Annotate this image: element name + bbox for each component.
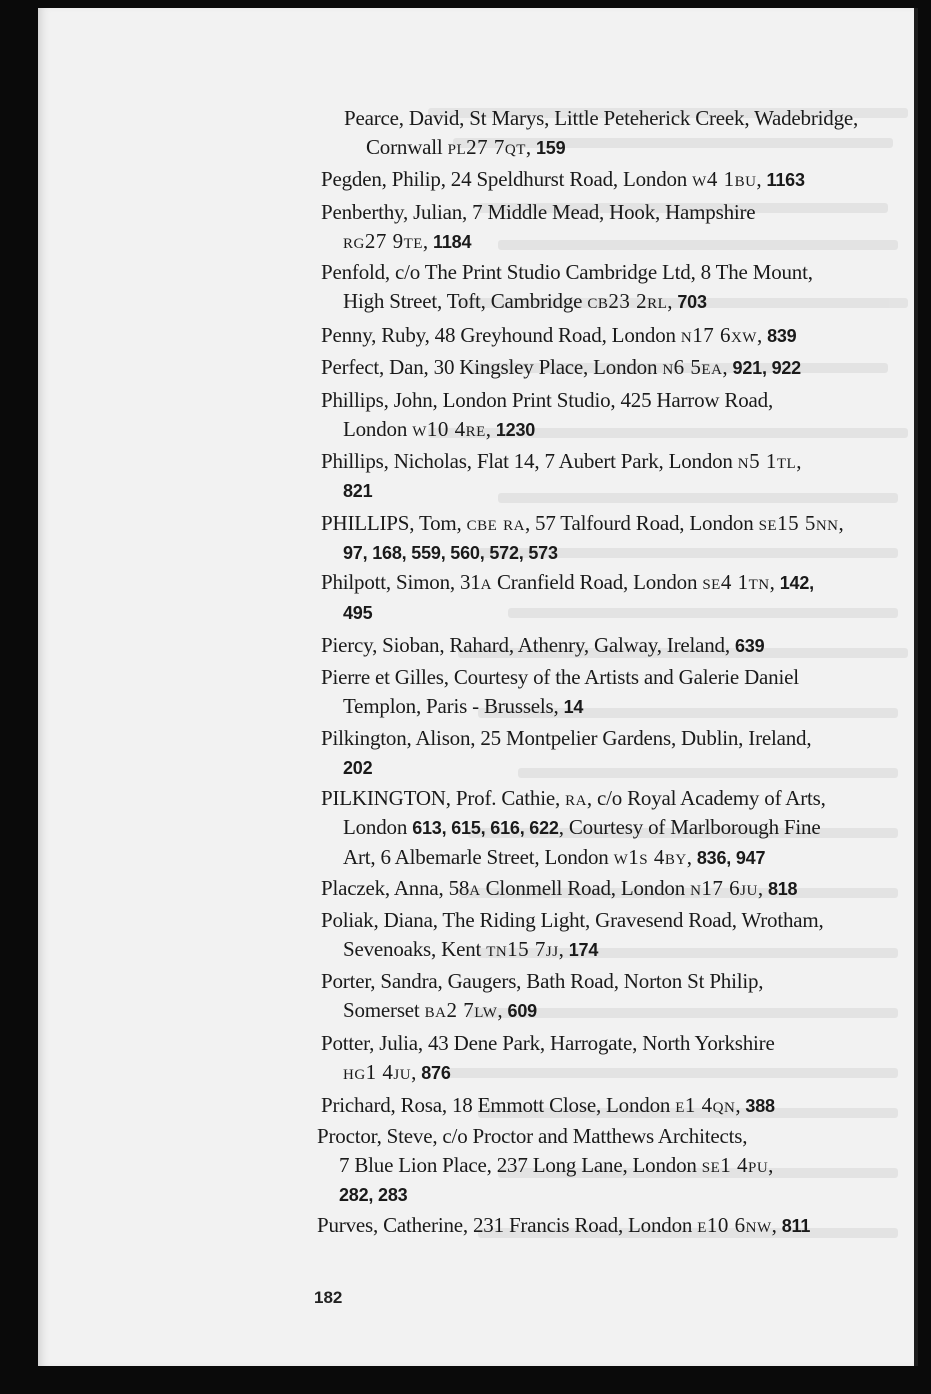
book-spine (914, 8, 918, 1366)
entry-line (321, 631, 917, 661)
entry-text: , (686, 845, 697, 869)
entry-line (321, 509, 917, 538)
page-reference: 1230 (495, 420, 536, 440)
address-suffix: a (469, 876, 481, 900)
index-entry (321, 1091, 917, 1121)
postcode: n5 1tl (737, 449, 797, 473)
postcode: tn15 7jj (486, 937, 559, 961)
entry-line (321, 165, 917, 195)
entry-text: Pegden, Philip, 24 Speldhurst Road, London (321, 167, 693, 191)
entry-line (321, 1091, 917, 1121)
entry-text: 7 Blue Lion Place, 237 Long Lane, London (339, 1153, 702, 1177)
page-reference: 388 (745, 1096, 775, 1116)
index-entry (321, 447, 917, 506)
entry-line: Phillips, John, London Print Studio, 425 Harrow Road, (321, 388, 773, 412)
entry-text: Cranfield Road, London (491, 570, 703, 594)
index-entry (317, 1122, 913, 1210)
index-entry (321, 631, 917, 661)
postcode: cb23 2rl (587, 289, 668, 313)
entry-text: , (757, 876, 768, 900)
honours: ra (565, 786, 587, 810)
postcode: e10 6nw (697, 1213, 772, 1237)
postcode: w10 4re (412, 417, 486, 441)
entry-line (321, 843, 917, 873)
postcode: w1s 4by (613, 845, 687, 869)
entry-text: Placzek, Anna, 58 (321, 876, 470, 900)
page-reference: 876 (421, 1063, 451, 1083)
entry-text: , (756, 167, 767, 191)
postcode: n17 6xw (680, 323, 757, 347)
entry-line: Penberthy, Julian, 7 Middle Mead, Hook, Hampshire (321, 200, 756, 224)
page-reference: 639 (734, 636, 765, 656)
entry-text: , (756, 323, 768, 347)
index-entry (321, 724, 917, 783)
index-entry (321, 353, 917, 383)
page-reference: 174 (568, 940, 599, 960)
entry-text: , (667, 289, 678, 313)
index-entry (321, 258, 917, 317)
entry-text: , (497, 998, 508, 1022)
page-number: 182 (314, 1288, 343, 1307)
entry-line: Pearce, David, St Marys, Little Peteherick Creek, Wadebridge, (344, 106, 859, 130)
entry-text: Clonmell Road, London (480, 876, 691, 900)
address-suffix: a (480, 570, 492, 594)
index-entry (321, 568, 917, 628)
entry-line (344, 133, 918, 163)
entry-text: Templon, Paris - Brussels, (343, 694, 564, 718)
entry-text: , (485, 417, 496, 441)
entry-line (321, 784, 917, 813)
postcode: n17 6ju (690, 876, 758, 900)
page-reference: 495 (343, 603, 373, 623)
index-entry (321, 509, 917, 568)
entry-text: , Courtesy of Marlborough Fine (558, 815, 821, 839)
page-reference: 159 (535, 138, 566, 158)
entry-line (321, 692, 917, 722)
entry-text: , (735, 1093, 746, 1117)
page-reference: 97, 168, 559, 560, 572, 573 (343, 543, 558, 563)
page-reference: 1184 (433, 232, 472, 252)
entry-text: , 57 Talfourd Road, London (524, 511, 759, 535)
entry-text: Somerset (343, 998, 425, 1022)
entry-line (321, 813, 917, 843)
entry-text: , (411, 1060, 422, 1084)
postcode: se15 5nn (758, 511, 839, 535)
page-reference: 921, 922 (732, 358, 801, 378)
entry-text: Philpott, Simon, 31 (321, 570, 481, 594)
index-entry (317, 1211, 913, 1241)
entry-text: Art, 6 Albemarle Street, London (343, 845, 614, 869)
entry-text: , (768, 1153, 774, 1177)
entry-text: Purves, Catherine, 231 Francis Road, London (317, 1213, 698, 1237)
index-entry (321, 165, 917, 195)
entry-line (321, 538, 917, 568)
index-entry (321, 386, 917, 445)
index-entry (321, 663, 917, 722)
postcode: hg1 4ju (343, 1060, 412, 1084)
entry-text: Penny, Ruby, 48 Greyhound Road, London (321, 323, 681, 347)
postcode: rg27 9te (343, 229, 423, 253)
entry-text: , (722, 355, 733, 379)
postcode: w4 1bu (692, 167, 757, 191)
entry-line: Poliak, Diana, The Riding Light, Gravesend Road, Wrotham, (321, 908, 824, 932)
entry-text: PHILLIPS, Tom, (321, 511, 467, 535)
entry-line (321, 415, 917, 445)
index-entry (344, 104, 918, 163)
page-reference: 613, 615, 616, 622 (412, 818, 559, 838)
index-entry (321, 784, 917, 873)
entry-line (321, 874, 917, 904)
page-reference: 818 (767, 879, 798, 899)
entry-line (321, 227, 917, 257)
entry-text: High Street, Toft, Cambridge (343, 289, 588, 313)
postcode: n6 5ea (662, 355, 723, 379)
index-entry (321, 1029, 917, 1088)
honours: cbe ra (466, 511, 525, 535)
entry-text: , (796, 449, 802, 473)
entry-line (321, 568, 917, 598)
page-reference: 836, 947 (696, 848, 766, 868)
entry-text: Phillips, Nicholas, Flat 14, 7 Aubert Park, London (321, 449, 738, 473)
page-reference: 202 (343, 758, 373, 778)
entry-line: Pilkington, Alison, 25 Montpelier Gardens, Dublin, Ireland, (321, 726, 812, 750)
entry-line: Potter, Julia, 43 Dene Park, Harrogate, North Yorkshire (321, 1031, 775, 1055)
book-page (38, 8, 918, 1366)
entry-line (321, 321, 917, 351)
postcode: se1 4pu (701, 1153, 769, 1177)
entry-line (321, 935, 917, 965)
entry-line (321, 598, 917, 628)
page-reference: 839 (767, 326, 797, 346)
entry-line (317, 1151, 913, 1180)
page-reference: 821 (343, 481, 373, 501)
entry-text: , c/o Royal Academy of Arts, (586, 786, 826, 810)
page-reference: 142, (779, 573, 814, 593)
entry-text: London (343, 815, 413, 839)
entry-line: Penfold, c/o The Print Studio Cambridge Ltd, 8 The Mount, (321, 260, 813, 284)
entry-line (317, 1180, 913, 1210)
index-entry (321, 198, 917, 257)
entry-text: Piercy, Sioban, Rahard, Athenry, Galway, Ireland, (321, 633, 735, 657)
entry-text: PILKINGTON, Prof. Cathie, (321, 786, 566, 810)
entry-text: London (343, 417, 413, 441)
entry-text: , (422, 229, 434, 253)
index-entry (321, 321, 917, 351)
page-reference: 14 (563, 697, 584, 717)
entry-line (321, 353, 917, 383)
page-reference: 282, 283 (339, 1185, 408, 1205)
entry-text: , (525, 135, 536, 159)
page-reference: 703 (677, 292, 707, 312)
entry-line: Proctor, Steve, c/o Proctor and Matthews Architects, (317, 1124, 748, 1148)
entry-text: , (771, 1213, 782, 1237)
entry-line: Porter, Sandra, Gaugers, Bath Road, Norton St Philip, (321, 969, 764, 993)
postcode: ba2 7lw (424, 998, 498, 1022)
entry-line: Pierre et Gilles, Courtesy of the Artists and Galerie Daniel (321, 665, 799, 689)
entry-text: Perfect, Dan, 30 Kingsley Place, London (321, 355, 663, 379)
entry-text: , (769, 570, 780, 594)
entry-text: Cornwall (366, 135, 448, 159)
entry-line (321, 287, 917, 317)
index-entry (321, 906, 917, 965)
entry-line (321, 753, 917, 783)
postcode: se4 1tn (702, 570, 770, 594)
entry-line (321, 447, 917, 476)
entry-line (317, 1211, 913, 1241)
entry-text: , (838, 511, 844, 535)
page-reference: 1163 (766, 170, 805, 190)
index-entry (321, 874, 917, 904)
page-reference: 811 (781, 1216, 811, 1236)
entry-line (321, 996, 917, 1026)
index-entry (321, 967, 917, 1026)
entry-text: , (558, 937, 569, 961)
postcode: e1 4qn (675, 1093, 736, 1117)
entry-line (321, 1058, 917, 1088)
entry-line (321, 476, 917, 506)
postcode: pl27 7qt (447, 135, 526, 159)
entry-text: Prichard, Rosa, 18 Emmott Close, London (321, 1093, 676, 1117)
page-reference: 609 (507, 1001, 537, 1021)
entry-text: Sevenoaks, Kent (343, 937, 487, 961)
